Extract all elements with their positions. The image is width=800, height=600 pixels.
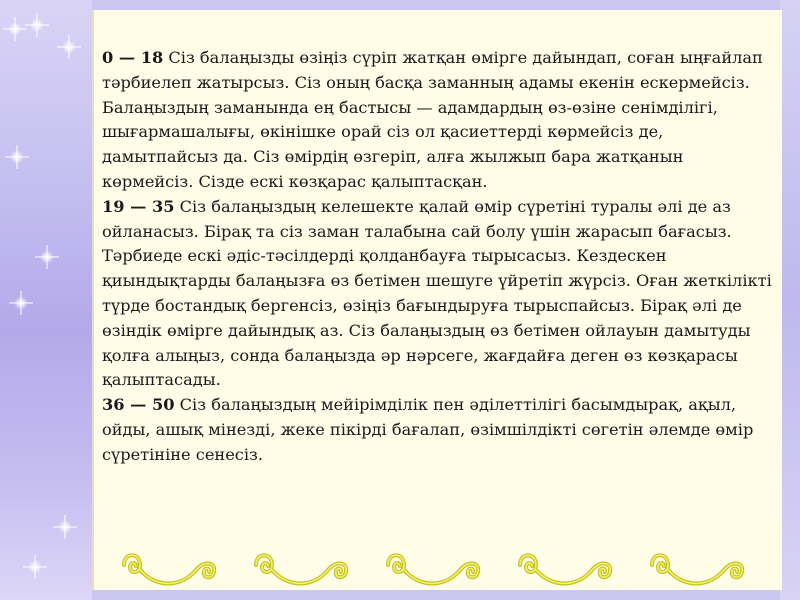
score-range: 36 — 50	[102, 395, 175, 415]
sparkle-icon	[10, 150, 24, 164]
swirl-ornament-icon	[512, 540, 617, 590]
sparkle-icon	[40, 250, 54, 264]
paragraph	[102, 393, 778, 467]
paragraph-text: Сіз балаңыздың мейірімділік пен әділеттілігі басымдырақ, ақыл, ойды, ашық мінезді, жеке пікірді бағалап, өзімшілдікті сөгетін әлемде өмір сүретініне сенесіз.	[102, 395, 754, 464]
swirl-ornament-icon	[116, 540, 221, 590]
paragraph-text: Сіз балаңыздың келешекте қалай өмір сүретіні туралы әлі де аз ойланасыз. Бірақ та сіз заман талабына сай болу үшін жарасып бағасыз. Тәрбиеде ескі әдіс-тәсілдерді қолданбауға тырысасыз. Кездескен қиындықтарды балаңызға өз бетімен шешуге үйретіп жүрсіз. Оған жеткілікті түрде бостандық бергенсіз, өзіңіз бағындыруға тырыспайсыз. Бірақ әлі де өзіндік өмірге дайындық аз. Сіз балаңыздың өз бетімен ойлауын дамытуды қолға алыңыз, сонда балаңызда әр нәрсеге, жағдайға деген өз көзқарасы қалыптасады.	[102, 196, 772, 390]
right-decorative-band	[780, 0, 800, 600]
paragraph-text: Сіз балаңызды өзіңіз сүріп жатқан өмірге дайындап, соған ыңғайлап тәрбиелеп жатырсыз. Сіз оның басқа заманның адамы екенін ескермейсіз. Балаңыздың заманында ең бастысы — адамдардың өз-өзіне сенімділігі, шығармашалығы, өкінішке орай сіз ол қасиеттерді көрмейсіз де, дамытпайсыз да. Сіз өмірдің өзгеріп, алға жылжып бара жатқанын көрмейсіз. Сізде ескі көзқарас қалыптасқан.	[102, 48, 763, 191]
sparkle-icon	[58, 520, 72, 534]
sparkle-icon	[62, 40, 76, 54]
paragraph	[102, 195, 778, 393]
swirl-ornament-icon	[248, 540, 353, 590]
paragraph	[102, 46, 778, 195]
score-range: 0 — 18	[102, 48, 164, 67]
content-panel	[92, 10, 782, 590]
swirl-ornament-icon	[380, 540, 485, 590]
ornament-row	[116, 540, 776, 590]
left-decorative-band	[0, 0, 92, 600]
sparkle-icon	[14, 296, 28, 310]
sparkle-icon	[8, 22, 22, 36]
text-body	[102, 46, 778, 468]
swirl-ornament-icon	[644, 540, 749, 590]
sparkle-icon	[30, 18, 44, 32]
score-range: 19 — 35	[102, 196, 175, 216]
sparkle-icon	[28, 560, 42, 574]
